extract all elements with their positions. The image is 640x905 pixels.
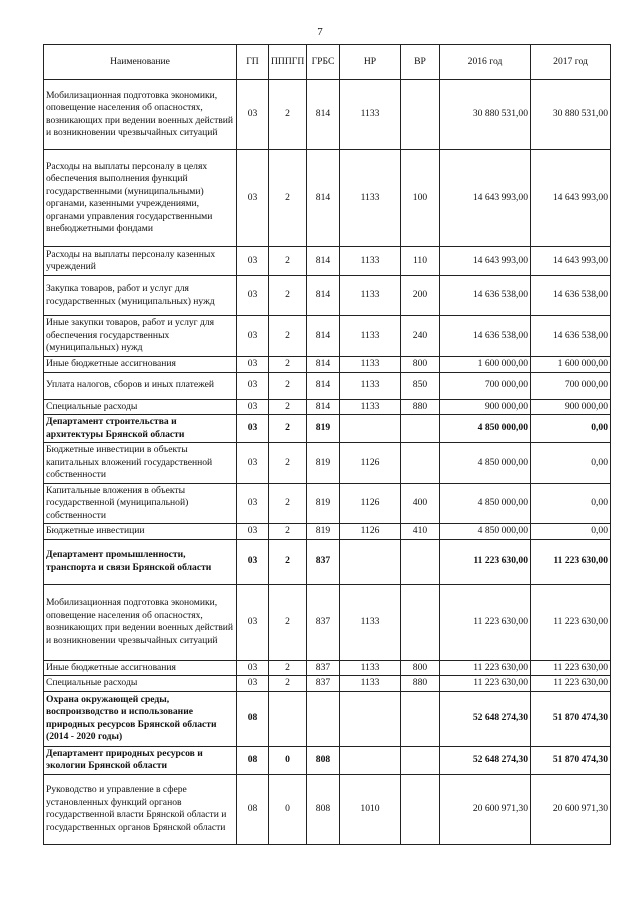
cell-y2017: 20 600 971,30 (531, 774, 611, 844)
cell-grbs: 814 (307, 357, 340, 373)
cell-y2017: 11 223 630,00 (531, 660, 611, 676)
cell-pppgp: 0 (269, 774, 307, 844)
cell-y2017: 14 636 538,00 (531, 316, 611, 357)
cell-nr: 1133 (340, 80, 401, 150)
cell-gp: 03 (237, 443, 269, 484)
cell-name: Иные закупки товаров, работ и услуг для обеспечения государственных (муниципальных) нужд (44, 316, 237, 357)
cell-y2017: 0,00 (531, 443, 611, 484)
table-row (44, 80, 611, 150)
cell-pppgp: 2 (269, 276, 307, 316)
cell-pppgp: 2 (269, 483, 307, 524)
cell-pppgp: 2 (269, 80, 307, 150)
cell-nr: 1133 (340, 316, 401, 357)
cell-pppgp (269, 691, 307, 746)
cell-vr: 410 (401, 524, 440, 540)
cell-gp: 03 (237, 676, 269, 692)
cell-vr (401, 584, 440, 660)
cell-vr: 800 (401, 357, 440, 373)
cell-name: Руководство и управление в сфере установленных функций органов государственной власти Брянской области и государственных органов Брянской области (44, 774, 237, 844)
cell-grbs: 819 (307, 483, 340, 524)
header-gp: ГП (237, 45, 269, 80)
cell-vr (401, 443, 440, 484)
cell-y2017: 11 223 630,00 (531, 584, 611, 660)
table-header-row (44, 45, 611, 80)
cell-y2017: 51 870 474,30 (531, 746, 611, 774)
page-number: 7 (317, 26, 323, 38)
cell-y2016: 4 850 000,00 (440, 415, 531, 443)
cell-pppgp: 2 (269, 660, 307, 676)
cell-y2017: 11 223 630,00 (531, 539, 611, 584)
header-pppgp: ПППГП (269, 45, 307, 80)
cell-grbs: 837 (307, 539, 340, 584)
cell-y2016: 11 223 630,00 (440, 676, 531, 692)
cell-gp: 03 (237, 483, 269, 524)
cell-vr: 880 (401, 676, 440, 692)
cell-y2016: 14 643 993,00 (440, 247, 531, 276)
table-row (44, 691, 611, 746)
table-body (44, 80, 611, 845)
cell-name: Департамент промышленности, транспорта и связи Брянской области (44, 539, 237, 584)
cell-y2016: 14 636 538,00 (440, 276, 531, 316)
cell-pppgp: 2 (269, 676, 307, 692)
cell-pppgp: 2 (269, 539, 307, 584)
cell-pppgp: 2 (269, 357, 307, 373)
cell-pppgp: 2 (269, 372, 307, 399)
cell-vr: 880 (401, 399, 440, 415)
cell-grbs: 819 (307, 524, 340, 540)
header-2017: 2017 год (531, 45, 611, 80)
cell-grbs: 814 (307, 316, 340, 357)
table-row (44, 584, 611, 660)
cell-name: Департамент природных ресурсов и экологии Брянской области (44, 746, 237, 774)
cell-name: Охрана окружающей среды, воспроизводство и использование природных ресурсов Брянской области (2014 - 2020 годы) (44, 691, 237, 746)
table-row (44, 524, 611, 540)
cell-y2016: 52 648 274,30 (440, 746, 531, 774)
cell-y2016: 4 850 000,00 (440, 443, 531, 484)
cell-vr: 850 (401, 372, 440, 399)
cell-y2016: 20 600 971,30 (440, 774, 531, 844)
cell-grbs: 808 (307, 746, 340, 774)
cell-gp: 08 (237, 774, 269, 844)
cell-grbs: 814 (307, 80, 340, 150)
table-row (44, 774, 611, 844)
cell-name: Специальные расходы (44, 676, 237, 692)
cell-y2017: 0,00 (531, 483, 611, 524)
cell-grbs: 819 (307, 415, 340, 443)
cell-gp: 08 (237, 691, 269, 746)
cell-name: Мобилизационная подготовка экономики, оповещение населения об опасностях, возникающих при ведении военных действий и возникновении чрезвычайных ситуаций (44, 80, 237, 150)
cell-pppgp: 2 (269, 524, 307, 540)
table-row (44, 247, 611, 276)
cell-y2016: 700 000,00 (440, 372, 531, 399)
cell-grbs: 837 (307, 676, 340, 692)
cell-pppgp: 2 (269, 415, 307, 443)
table-row (44, 415, 611, 443)
cell-nr: 1126 (340, 483, 401, 524)
cell-name: Мобилизационная подготовка экономики, оповещение населения об опасностях, возникающих при ведении военных действий и возникновении чрезвычайных ситуаций (44, 584, 237, 660)
cell-gp: 03 (237, 80, 269, 150)
cell-pppgp: 2 (269, 150, 307, 247)
cell-nr: 1133 (340, 276, 401, 316)
cell-nr (340, 415, 401, 443)
cell-grbs: 814 (307, 276, 340, 316)
cell-grbs: 814 (307, 372, 340, 399)
table-row (44, 372, 611, 399)
cell-nr: 1126 (340, 443, 401, 484)
table-row (44, 399, 611, 415)
cell-y2017: 0,00 (531, 415, 611, 443)
table-row (44, 660, 611, 676)
table-row (44, 676, 611, 692)
cell-y2016: 11 223 630,00 (440, 660, 531, 676)
cell-grbs: 814 (307, 399, 340, 415)
cell-vr (401, 774, 440, 844)
cell-y2017: 30 880 531,00 (531, 80, 611, 150)
cell-name: Департамент строительства и архитектуры Брянской области (44, 415, 237, 443)
header-nr: НР (340, 45, 401, 80)
cell-pppgp: 2 (269, 399, 307, 415)
cell-pppgp: 2 (269, 584, 307, 660)
table-row (44, 483, 611, 524)
cell-y2016: 900 000,00 (440, 399, 531, 415)
cell-name: Уплата налогов, сборов и иных платежей (44, 372, 237, 399)
header-vr: ВР (401, 45, 440, 80)
cell-y2016: 14 643 993,00 (440, 150, 531, 247)
cell-vr: 240 (401, 316, 440, 357)
table-row (44, 150, 611, 247)
cell-y2017: 14 636 538,00 (531, 276, 611, 316)
cell-nr: 1133 (340, 676, 401, 692)
cell-gp: 03 (237, 276, 269, 316)
cell-y2017: 51 870 474,30 (531, 691, 611, 746)
cell-gp: 03 (237, 584, 269, 660)
cell-y2016: 4 850 000,00 (440, 524, 531, 540)
cell-nr (340, 746, 401, 774)
cell-name: Иные бюджетные ассигнования (44, 357, 237, 373)
cell-vr: 800 (401, 660, 440, 676)
cell-y2017: 14 643 993,00 (531, 150, 611, 247)
cell-name: Расходы на выплаты персоналу в целях обеспечения выполнения функций государственными (муниципальными) органами, казенными учреждениями, органами управления государственными внебюджетными фондами (44, 150, 237, 247)
cell-gp: 03 (237, 357, 269, 373)
cell-vr (401, 80, 440, 150)
cell-grbs (307, 691, 340, 746)
cell-y2017: 0,00 (531, 524, 611, 540)
header-2016: 2016 год (440, 45, 531, 80)
table-row (44, 746, 611, 774)
cell-y2017: 11 223 630,00 (531, 676, 611, 692)
table-row (44, 443, 611, 484)
cell-name: Капитальные вложения в объекты государственной (муниципальной) собственности (44, 483, 237, 524)
table-row (44, 316, 611, 357)
cell-gp: 03 (237, 316, 269, 357)
cell-nr: 1126 (340, 524, 401, 540)
table-row (44, 357, 611, 373)
cell-vr: 400 (401, 483, 440, 524)
cell-vr: 100 (401, 150, 440, 247)
cell-pppgp: 2 (269, 316, 307, 357)
cell-y2017: 700 000,00 (531, 372, 611, 399)
cell-y2016: 14 636 538,00 (440, 316, 531, 357)
cell-nr: 1133 (340, 372, 401, 399)
cell-name: Закупка товаров, работ и услуг для государственных (муниципальных) нужд (44, 276, 237, 316)
cell-gp: 03 (237, 247, 269, 276)
cell-nr (340, 691, 401, 746)
cell-gp: 03 (237, 539, 269, 584)
cell-vr (401, 539, 440, 584)
header-grbs: ГРБС (307, 45, 340, 80)
cell-nr: 1133 (340, 660, 401, 676)
cell-vr: 200 (401, 276, 440, 316)
cell-y2016: 30 880 531,00 (440, 80, 531, 150)
cell-pppgp: 0 (269, 746, 307, 774)
cell-gp: 03 (237, 399, 269, 415)
cell-pppgp: 2 (269, 443, 307, 484)
cell-pppgp: 2 (269, 247, 307, 276)
table-row (44, 539, 611, 584)
cell-y2017: 14 643 993,00 (531, 247, 611, 276)
cell-grbs: 814 (307, 150, 340, 247)
cell-name: Бюджетные инвестиции в объекты капитальных вложений государственной собственности (44, 443, 237, 484)
cell-gp: 03 (237, 150, 269, 247)
cell-name: Расходы на выплаты персоналу казенных учреждений (44, 247, 237, 276)
table-row (44, 276, 611, 316)
cell-y2017: 1 600 000,00 (531, 357, 611, 373)
cell-vr (401, 746, 440, 774)
cell-name: Иные бюджетные ассигнования (44, 660, 237, 676)
cell-grbs: 837 (307, 584, 340, 660)
cell-grbs: 837 (307, 660, 340, 676)
cell-gp: 03 (237, 660, 269, 676)
cell-nr: 1133 (340, 357, 401, 373)
cell-name: Специальные расходы (44, 399, 237, 415)
cell-vr: 110 (401, 247, 440, 276)
cell-gp: 08 (237, 746, 269, 774)
cell-nr (340, 539, 401, 584)
cell-y2017: 900 000,00 (531, 399, 611, 415)
budget-table (43, 44, 611, 845)
cell-nr: 1133 (340, 399, 401, 415)
cell-vr (401, 415, 440, 443)
cell-nr: 1133 (340, 247, 401, 276)
cell-y2016: 11 223 630,00 (440, 539, 531, 584)
cell-y2016: 1 600 000,00 (440, 357, 531, 373)
cell-y2016: 52 648 274,30 (440, 691, 531, 746)
cell-nr: 1133 (340, 150, 401, 247)
cell-y2016: 11 223 630,00 (440, 584, 531, 660)
cell-gp: 03 (237, 415, 269, 443)
cell-y2016: 4 850 000,00 (440, 483, 531, 524)
cell-grbs: 808 (307, 774, 340, 844)
cell-nr: 1010 (340, 774, 401, 844)
cell-name: Бюджетные инвестиции (44, 524, 237, 540)
cell-grbs: 819 (307, 443, 340, 484)
cell-gp: 03 (237, 372, 269, 399)
cell-vr (401, 691, 440, 746)
header-name: Наименование (44, 45, 237, 80)
cell-nr: 1133 (340, 584, 401, 660)
cell-grbs: 814 (307, 247, 340, 276)
cell-gp: 03 (237, 524, 269, 540)
